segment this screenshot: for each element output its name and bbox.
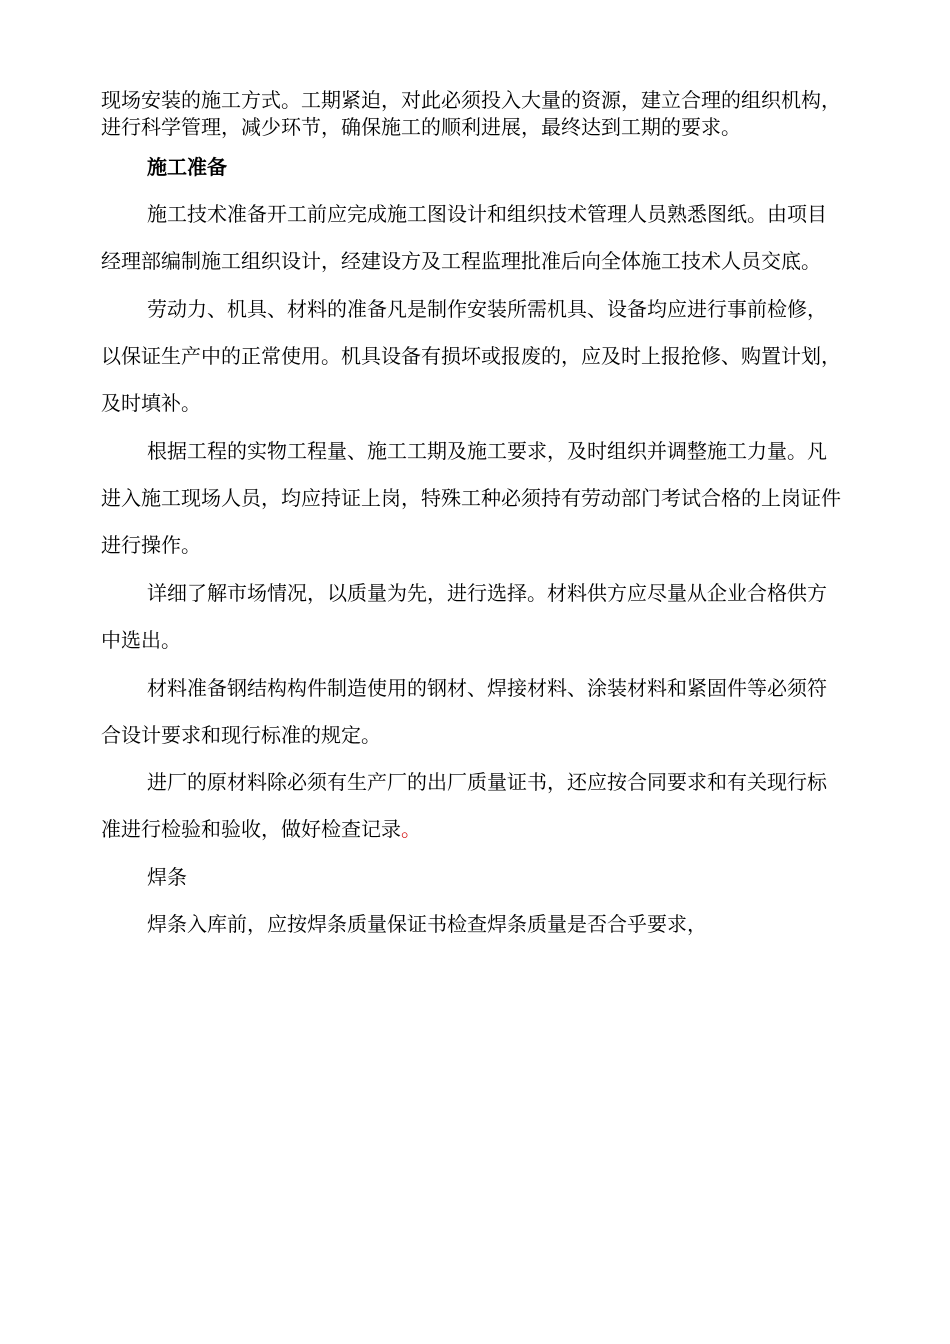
electrode-line-1: 焊条入库前，应按焊条质量保证书检查焊条质量是否合乎要求，	[147, 912, 707, 936]
labor-prep-line-2: 以保证生产中的正常使用。机具设备有损坏或报废的，应及时上报抢修、购置计划，	[101, 344, 841, 368]
intro-line-1: 现场安装的施工方式。工期紧迫，对此必须投入大量的资源，建立合理的组织机构，	[101, 88, 841, 112]
market-line-1: 详细了解市场情况，以质量为先，进行选择。材料供方应尽量从企业合格供方	[147, 581, 827, 605]
incoming-line-2-period: 。	[401, 817, 421, 841]
incoming-line-1: 进厂的原材料除必须有生产厂的出厂质量证书，还应按合同要求和有关现行标	[147, 770, 827, 794]
workforce-line-1: 根据工程的实物工程量、施工工期及施工要求，及时组织并调整施工力量。凡	[147, 439, 827, 463]
tech-prep-line-2: 经理部编制施工组织设计，经建设方及工程监理批准后向全体施工技术人员交底。	[101, 249, 821, 273]
workforce-line-3: 进行操作。	[101, 533, 201, 557]
labor-prep-line-3: 及时填补。	[101, 391, 201, 415]
electrode-heading: 焊条	[147, 865, 187, 889]
workforce-line-2: 进入施工现场人员，均应持证上岗，特殊工种必须持有劳动部门考试合格的上岗证件	[101, 486, 841, 510]
labor-prep-line-1: 劳动力、机具、材料的准备凡是制作安装所需机具、设备均应进行事前检修，	[147, 297, 827, 321]
market-line-2: 中选出。	[101, 628, 181, 652]
intro-line-2: 进行科学管理，减少环节，确保施工的顺利进展，最终达到工期的要求。	[101, 115, 741, 139]
section-heading: 施工准备	[147, 155, 227, 179]
incoming-line-2-text: 准进行检验和验收，做好检查记录	[101, 817, 401, 841]
tech-prep-line-1: 施工技术准备开工前应完成施工图设计和组织技术管理人员熟悉图纸。由项目	[147, 202, 827, 226]
incoming-line-2	[101, 816, 421, 842]
materials-line-2: 合设计要求和现行标准的规定。	[101, 723, 381, 747]
materials-line-1: 材料准备钢结构构件制造使用的钢材、焊接材料、涂装材料和紧固件等必须符	[147, 676, 827, 700]
